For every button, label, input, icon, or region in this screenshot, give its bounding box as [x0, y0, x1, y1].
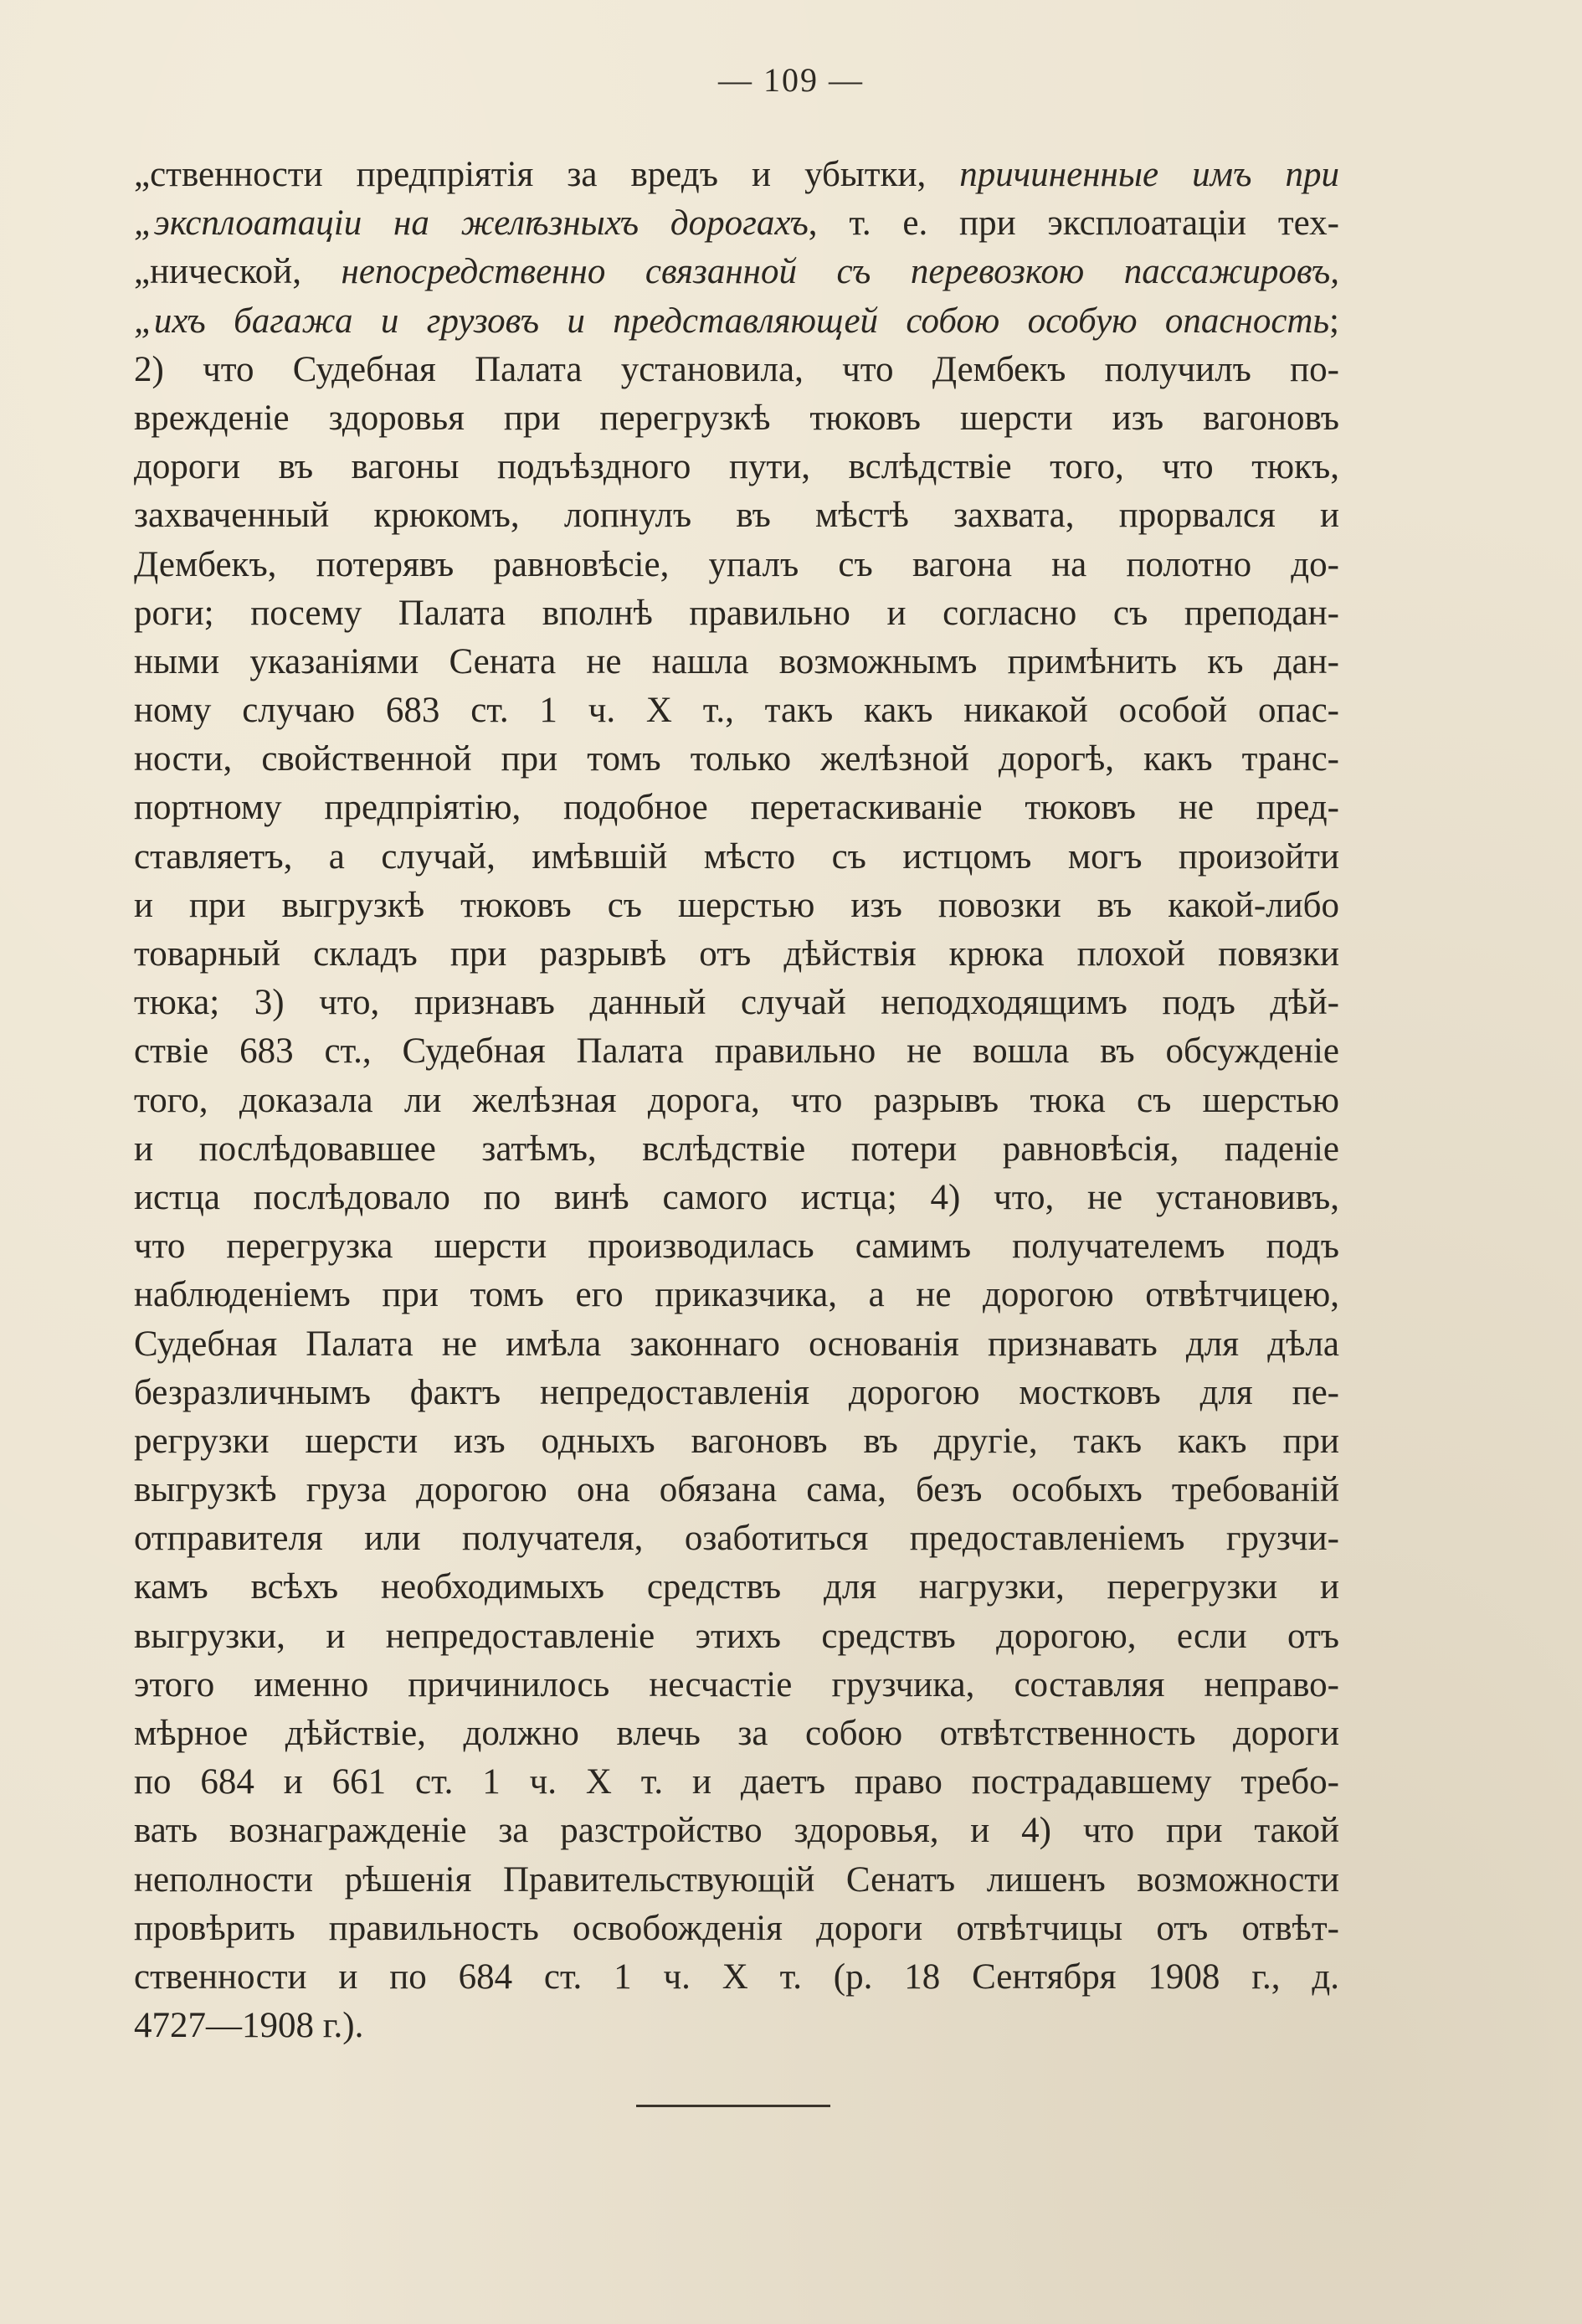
text-fragment: регрузки шерсти изъ одныхъ вагоновъ въ другіе, такъ какъ при	[134, 1421, 1339, 1461]
text-line	[134, 1953, 1339, 2002]
text-fragment: выгрузки, и непредоставленіе этихъ средствъ дорогою, если отъ	[134, 1616, 1339, 1656]
text-fragment: „нической,	[134, 252, 342, 292]
text-fragment: 4727—1908 г.).	[134, 2006, 364, 2046]
text-fragment: Судебная Палата не имѣла законнаго основанія признавать для дѣла	[134, 1324, 1339, 1364]
text-fragment: ными указаніями Сената не нашла возможнымъ примѣнить къ дан-	[134, 641, 1339, 681]
text-fragment: портному предпріятію, подобное перетаскиваніе тюковъ не пред-	[134, 788, 1339, 828]
text-fragment: и при выгрузкѣ тюковъ съ шерстью изъ повозки въ какой-либо	[134, 885, 1339, 925]
text-fragment: наблюденіемъ при томъ его приказчика, а не дорогою отвѣтчицею,	[134, 1275, 1339, 1315]
text-fragment: безразличнымъ фактъ непредоставленія дорогою мостковъ для пе-	[134, 1372, 1339, 1412]
text-fragment: , т. е. при эксплоатаціи тех-	[808, 203, 1339, 244]
text-fragment: „ственности предпріятія за вредъ и убытки,	[134, 155, 960, 194]
text-fragment: тюка; 3) что, признавъ данный случай неподходящимъ подъ дѣй-	[134, 983, 1339, 1023]
text-fragment: Дембекъ, потерявъ равновѣсіе, упалъ съ вагона на полотно до-	[134, 544, 1339, 584]
text-fragment: врежденіе здоровья при перегрузкѣ тюковъ шерсти изъ вагоновъ	[134, 398, 1339, 438]
text-fragment: выгрузкѣ груза дорогою она обязана сама, безъ особыхъ требованій	[134, 1470, 1339, 1510]
page-number: — 109 —	[718, 61, 864, 99]
text-line	[134, 1222, 1339, 1271]
text-fragment: ;	[1329, 301, 1339, 341]
text-fragment: ному случаю 683 ст. 1 ч. X т., такъ какъ никакой особой опас-	[134, 691, 1339, 731]
text-line	[134, 930, 1339, 979]
text-line	[134, 199, 1339, 248]
text-line	[134, 1807, 1339, 1855]
text-line	[134, 1027, 1339, 1076]
text-fragment: ствіе 683 ст., Судебная Палата правильно не вошла въ обсужденіе	[134, 1031, 1339, 1072]
text-line	[134, 638, 1339, 686]
text-line	[134, 297, 1339, 346]
text-fragment: товарный складъ при разрывѣ отъ дѣйствія крюка плохой повязки	[134, 934, 1339, 974]
text-line	[134, 589, 1339, 638]
text-line	[134, 979, 1339, 1027]
text-fragment: вать вознагражденіе за разстройство здоровья, и 4) что при такой	[134, 1811, 1339, 1851]
text-fragment: и послѣдовавшее затѣмъ, вслѣдствіе потери равновѣсія, паденіе	[134, 1129, 1339, 1169]
text-line	[134, 882, 1339, 930]
body-text	[134, 151, 1339, 2050]
text-line	[134, 1466, 1339, 1514]
text-fragment: роги; посему Палата вполнѣ правильно и согласно съ преподан-	[134, 593, 1339, 633]
text-line	[134, 1905, 1339, 1953]
text-line	[134, 491, 1339, 540]
text-line	[134, 1710, 1339, 1758]
text-fragment: ности, свойственной при томъ только желѣзной дорогѣ, какъ транс-	[134, 739, 1339, 779]
text-line	[134, 1174, 1339, 1222]
italic-quote-fragment: причиненные имъ при	[959, 155, 1339, 194]
text-line	[134, 833, 1339, 882]
text-fragment: по 684 и 661 ст. 1 ч. X т. и даетъ право пострадавшему требо-	[134, 1762, 1339, 1802]
text-line	[134, 151, 1339, 199]
text-line	[134, 1758, 1339, 1807]
text-line	[134, 248, 1339, 296]
text-fragment: провѣрить правильность освобожденія дороги отвѣтчицы отъ отвѣт-	[134, 1908, 1339, 1948]
text-line	[134, 1125, 1339, 1174]
text-fragment: этого именно причинилось несчастіе грузчика, составляя неправо-	[134, 1664, 1339, 1704]
text-line	[134, 1077, 1339, 1125]
text-fragment: отправителя или получателя, озаботиться предоставленіемъ грузчи-	[134, 1519, 1339, 1559]
text-line	[134, 394, 1339, 443]
text-fragment: неполности рѣшенія Правительствующій Сенатъ лишенъ возможности	[134, 1859, 1339, 1900]
text-fragment: ставляетъ, а случай, имѣвшій мѣсто съ истцомъ могъ произойти	[134, 836, 1339, 877]
text-line	[134, 1661, 1339, 1710]
text-line	[134, 443, 1339, 491]
text-fragment: ственности и по 684 ст. 1 ч. X т. (р. 18 Сентября 1908 г., д.	[134, 1956, 1339, 1997]
text-line	[134, 541, 1339, 589]
text-fragment: захваченный крюкомъ, лопнулъ въ мѣстѣ захвата, прорвался и	[134, 496, 1339, 536]
text-line	[134, 686, 1339, 735]
text-line	[134, 2002, 1339, 2050]
text-line	[134, 784, 1339, 832]
text-line	[134, 1271, 1339, 1319]
text-fragment: камъ всѣхъ необходимыхъ средствъ для нагрузки, перегрузки и	[134, 1567, 1339, 1607]
text-line	[134, 1612, 1339, 1661]
text-fragment: что перегрузка шерсти производилась самимъ получателемъ подъ	[134, 1226, 1339, 1267]
text-fragment: дороги въ вагоны подъѣздного пути, вслѣдствіе того, что тюкъ,	[134, 447, 1339, 487]
text-line	[134, 735, 1339, 784]
italic-quote-fragment: „эксплоатаціи на желѣзныхъ дорогахъ	[134, 203, 809, 244]
text-line	[134, 346, 1339, 394]
italic-quote-fragment: непосредственно связанной съ перевозкою пассажировъ,	[341, 252, 1339, 292]
text-fragment: истца послѣдовало по винѣ самого истца; 4) что, не установивъ,	[134, 1177, 1339, 1217]
text-fragment: 2) что Судебная Палата установила, что Дембекъ получилъ по-	[134, 349, 1339, 389]
end-rule	[636, 2105, 830, 2107]
text-line	[134, 1417, 1339, 1466]
text-fragment: того, доказала ли желѣзная дорога, что разрывъ тюка съ шерстью	[134, 1080, 1339, 1120]
text-line	[134, 1856, 1339, 1905]
text-line	[134, 1514, 1339, 1563]
italic-quote-fragment: „ихъ багажа и грузовъ и представляющей собою особую опасность	[134, 301, 1330, 341]
text-fragment: мѣрное дѣйствіе, должно влечь за собою отвѣтственность дороги	[134, 1714, 1339, 1753]
text-line	[134, 1369, 1339, 1417]
text-line	[134, 1563, 1339, 1612]
text-line	[134, 1320, 1339, 1369]
